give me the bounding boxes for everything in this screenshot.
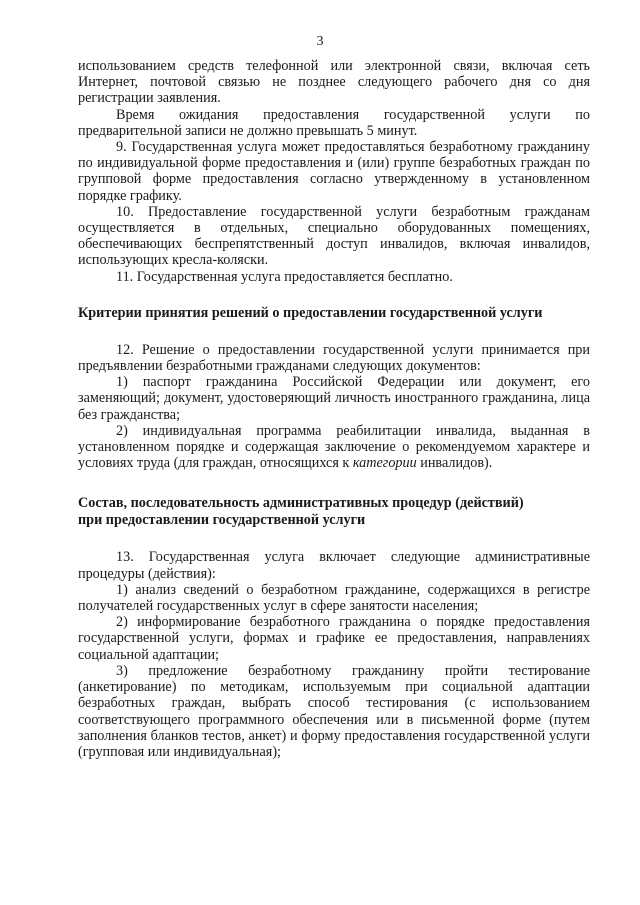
section-heading-criteria: Критерии принятия решений о предоставлении государственной услуги bbox=[78, 304, 543, 321]
document-body bbox=[78, 58, 590, 760]
paragraph-12-item-1: 1) паспорт гражданина Российской Федерации или документ, его заменяющий; документ, удостоверяющий личность иностранного гражданина, лица без гражданства; bbox=[78, 374, 590, 423]
paragraph-13-item-2: 2) информирование безработного гражданина о порядке предоставления государственной услуги, формах и графике ее предоставления, направлениях социальной адаптации; bbox=[78, 614, 590, 663]
paragraph-12: 12. Решение о предоставлении государственной услуги принимается при предъявлении безработными гражданами следующих документов: bbox=[78, 341, 590, 375]
paragraph-waiting-time: Время ожидания предоставления государственной услуги по предварительной записи не должно превышать 5 минут. bbox=[78, 106, 590, 139]
paragraph-13: 13. Государственная услуга включает следующие административные процедуры (действия): bbox=[78, 549, 590, 582]
section-heading-procedures-line1: Состав, последовательность административных процедур (действий) bbox=[78, 495, 524, 512]
paragraph-11: 11. Государственная услуга предоставляется бесплатно. bbox=[116, 268, 453, 285]
paragraph-9: 9. Государственная услуга может предоставляться безработному гражданину по индивидуальной форме предоставления и (или) группе безработных граждан по групповой форме предоставления согласно утвержденному в установленном порядке графику. bbox=[78, 139, 590, 204]
paragraph-12-item-2: 2) индивидуальная программа реабилитации инвалида, выданная в установленном порядке и содержащая заключение о рекомендуемом характере и условиях труда (для граждан, относящихся к категории инвалидов). bbox=[78, 422, 590, 472]
paragraph-10: 10. Предоставление государственной услуги безработным гражданам осуществляется в отдельных, специально оборудованных помещениях, обеспечивающих беспрепятственный доступ инвалидов, включая инвалидов, использующих кресла-коляски. bbox=[78, 203, 590, 269]
paragraph-13-item-3: 3) предложение безработному гражданину пройти тестирование (анкетирование) по методикам, используемым при социальной адаптации безработных граждан, выбрать способ тестирования (с использованием соответствующего программного обеспечения или в письменной форме (путем заполнения бланков тестов, анкет) и форму предоставления государственной услуги (групповая или индивидуальная); bbox=[78, 662, 590, 760]
section-heading-procedures-line2: при предоставлении государственной услуги bbox=[78, 512, 366, 529]
paragraph-13-item-1: 1) анализ сведений о безработном гражданине, содержащихся в регистре получателей государственных услуг в сфере занятости населения; bbox=[78, 581, 590, 615]
page-number: 3 bbox=[316, 34, 324, 49]
italic-word: категории bbox=[352, 455, 417, 472]
paragraph-continuation: использованием средств телефонной или электронной связи, включая сеть Интернет, почтовой связью не позднее следующего рабочего дня со дня регистрации заявления. bbox=[78, 58, 590, 107]
